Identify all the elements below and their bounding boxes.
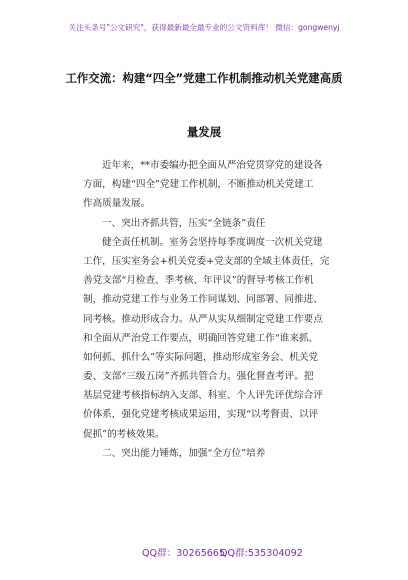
section-heading: 一、突出齐抓共管，压实“全链条”责任: [102, 217, 266, 229]
paragraph-line: 同考核。推动形成合力。从严从实从细制定党建工作要点: [83, 313, 323, 325]
header-banner: 关注头条号"公文研究"，获得最新最全最专业的公文资料库！ 微信：gongwenyj: [68, 23, 340, 32]
paragraph-line: 促抓”的考核效果。: [83, 428, 165, 440]
paragraph-line: 近年来，**市委编办把全面从严治党贯穿党的建设各: [102, 160, 323, 171]
paragraph-line: 方面，构建“四全”党建工作机制，不断推动机关党建工: [83, 179, 314, 191]
paragraph-line: 基层党建考核指标纳入支部、科室、个人评先评优综合评: [83, 390, 323, 402]
paragraph-line: 和全面从严治党工作要点，明确回答党建工作“谁来抓、: [83, 332, 319, 344]
section-heading: 二、突出能力锤炼，加强“全方位”培养: [102, 447, 266, 459]
document-body: [83, 156, 345, 463]
paragraph-line: 善党支部“月检查、季考核、年评议”的督导考核工作机: [83, 275, 314, 287]
document-title-line-1: 工作交流：构建“四全”党建工作机制推动机关党建高质: [65, 71, 343, 85]
paragraph-line: 作高质量发展。: [83, 198, 151, 210]
paragraph-line: 价体系，强化党建考核成果运用，实现“以考督责、以评: [83, 409, 319, 421]
paragraph-line: 委、支部“三级五岗”齐抓共管合力。强化督查考评。把: [83, 371, 314, 383]
paragraph-line: 如何抓、抓什么”等实际问题，推动形成室务会、机关党: [83, 351, 319, 363]
paragraph-line: 制，推动党建工作与业务工作同谋划、同部署、同推进、: [83, 294, 323, 306]
qq-group-1: QQ群：30265665: [142, 548, 226, 559]
paragraph-line: 工作，压实室务会+机关党委+党支部的全域主体责任，完: [83, 255, 330, 267]
paragraph-line: 健全责任机制。室务会坚持每季度调度一次机关党建: [102, 236, 323, 248]
document-title-line-2: 量发展: [186, 125, 222, 139]
qq-group-2: QQ群:535304092: [220, 548, 303, 559]
